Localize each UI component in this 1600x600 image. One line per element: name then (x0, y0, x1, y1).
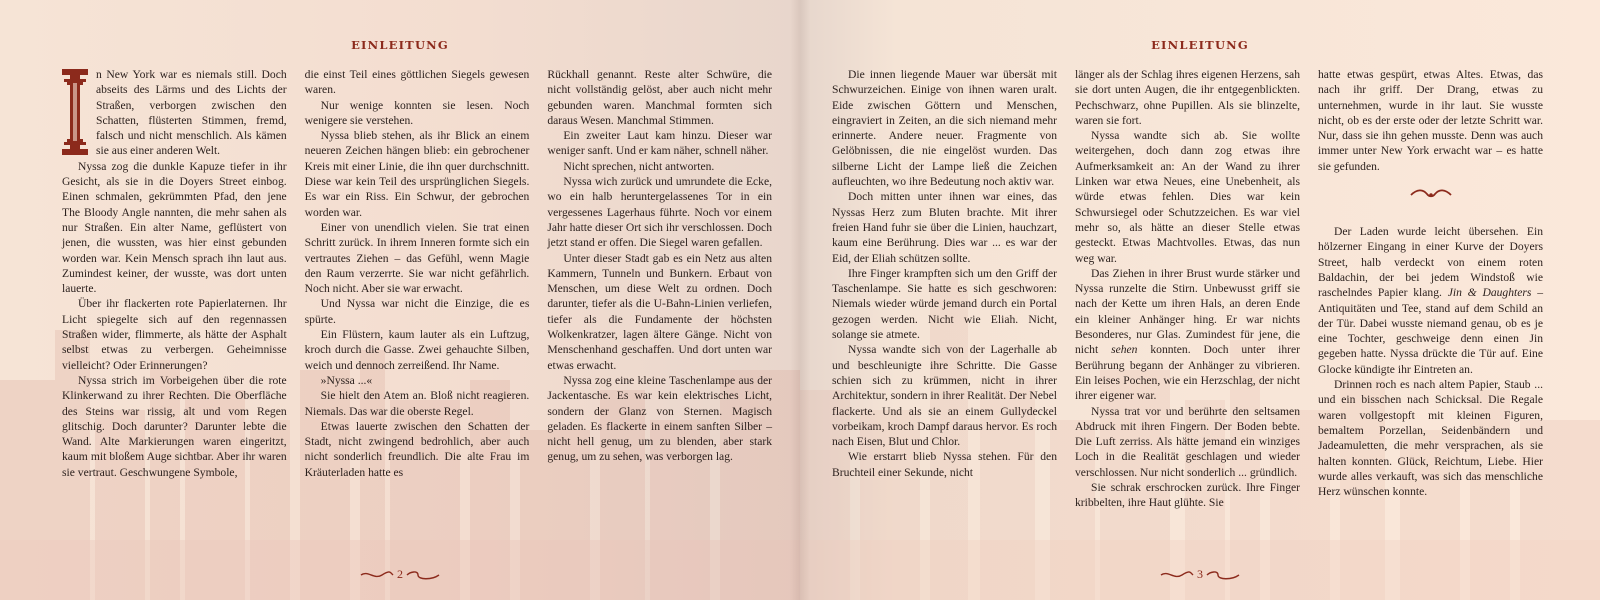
text-column-1 (62, 67, 287, 557)
paragraph: hatte etwas gespürt, etwas Altes. Etwas, das nach ihr griff. Der Drang, etwas zu unternehmen, wurde in ihr laut. Sie wusste nicht, ob es der erste oder der letzte Schritt war. Nur, dass sie ihn gehen musste. Denn was auch immer unter New York erwacht war – es hatte sie gefunden. (1318, 68, 1543, 173)
paragraph: Nyssa blieb stehen, als ihr Blick an einem neueren Zeichen hängen blieb: ein gebrochener Kreis mit einer Linie, die ihn quer durchschnitt. Diese war kein Teil des ursprünglichen Siegels. Es war ein Riss. Ein Schwur, der gebrochen worden war. (304, 129, 530, 219)
running-header: EINLEITUNG (1151, 38, 1249, 52)
paragraph: Nur wenige konnten sie lesen. Noch wenigere sie verstehen. (304, 98, 530, 127)
paragraph: Etwas lauerte zwischen den Schatten der Stadt, nicht zwingend bedrohlich, aber auch nicht sonderlich freundlich. Die alte Frau im Kräuterladen hatte es (304, 419, 530, 479)
paragraph: Sie hielt den Atem an. Bloß nicht reagieren. Niemals. Das war die oberste Regel. (304, 389, 530, 418)
paragraph: Wie erstarrt blieb Nyssa stehen. Für den Bruchteil einer Sekunde, nicht (832, 450, 1057, 479)
paragraph: Ein zweiter Laut kam hinzu. Dieser war weniger sanft. Und er kam näher, schnell näher. (547, 129, 773, 158)
paragraph: Nyssa wandte sich von der Lagerhalle ab und beschleunigte ihre Schritte. Die Gasse schien sich zu krümmen, nicht in ihrer Architektur, sondern in ihrer Realität. Der Nebel flackerte. Und als sie an einem Gullydeckel vorbeikam, kroch Dampf daraus hervor. Es roch nach Eisen, Blut und Chlor. (832, 343, 1057, 449)
paragraph: Nyssa wandte sich ab. Sie wollte weitergehen, doch dann zog etwas ihre Aufmerksamkeit an: An der Wand zu ihrer Linken war etwa Neues, eine Unebenheit, als würde etwas fehlen. Dies war kein Schwursiegel oder Schutzzeichen. Es war viel mehr so, als hätte an dieser Stelle etwas gesteckt. Etwas Machtvolles. Etwas, das nun weg war. (1075, 129, 1300, 265)
text-column-2 (1075, 67, 1300, 557)
paragraph: Doch mitten unter ihnen war eines, das Nyssas Herz zum Bluten brachte. Mit ihrer freien Hand fuhr sie über die Linien, hauchzart, kaum eine Berührung. Dies war ... es war der Eid, der Eliah schützen sollte. (832, 190, 1057, 265)
paragraph: Ihre Finger krampften sich um den Griff der Taschenlampe. Sie hatte es sich geschworen: Niemals wieder würde jemand durch ein Portal gezogen werden. Nicht wie Eliah. Nicht, solange sie atmete. (832, 266, 1057, 342)
paragraph: Unter dieser Stadt gab es ein Netz aus alten Kammern, Tunneln und Bunkern. Erbaut von Menschen, um diese Welt zu ordnen. Doch darunter, tiefer als die U-Bahn-Linien verliefen, tiefer als die Fundamente der höchsten Wolkenkratzer, lagen ältere Gänge. Nicht von Menschenhand geschaffen. Und dort unten war etwas erwacht. (547, 251, 773, 372)
paragraph (1318, 224, 1543, 377)
page-number: 3 (1197, 567, 1203, 581)
page-number-footer (0, 567, 800, 582)
paragraph (1075, 266, 1300, 404)
paragraph: Nicht sprechen, nicht antworten. (563, 159, 715, 173)
page-number: 2 (397, 567, 403, 581)
paragraph: Nyssa zog eine kleine Taschenlampe aus der Jackentasche. Es war kein elektrisches Licht, sondern der Glanz von Sternen. Magisch geladen. Es flackerte in einem sanften Silber – nicht hell genug, um zu blenden, aber stark genug, um zu sehen, was verborgen lag. (547, 373, 773, 464)
swirl-ornament-icon (1409, 188, 1453, 202)
paragraph-text: Das Ziehen in ihrer Brust wurde stärker und Nyssa runzelte die Stirn. Unbewusst griff sie nach der Kette um ihren Hals, an deren Ende ein kleiner Anhänger hing. Er war nichts Besonderes, nur Glas. Zumindest für jene, die nicht (1075, 266, 1300, 357)
text-column-3 (1318, 67, 1543, 557)
paragraph: länger als der Schlag ihres eigenen Herzens, sah sie dort unten Augen, die ihr entgegenblickten. Pechschwarz, ohne Pupillen. Als sie blinzelte, waren sie fort. (1075, 68, 1300, 127)
paragraph: Sie schrak erschrocken zurück. Ihre Finger kribbelten, ihre Haut glühte. Sie (1075, 481, 1300, 510)
paragraph: die einst Teil eines göttlichen Siegels gewesen waren. (304, 68, 530, 97)
paragraph: Nyssa wich zurück und umrundete die Ecke, wo ein halb heruntergelassenes Tor in ein vergessenes Lagerhaus führte. Noch vor einem Jahr hatte dieser Ort sich ihr verschlossen. Doch jetzt stand er offen. Die Siegel waren gefallen. (547, 175, 773, 250)
text-columns (62, 67, 772, 557)
paragraph: Rückhall genannt. Reste alter Schwüre, die nicht vollständig gelöst, aber auch nicht mehr gebunden waren. Manchmal formten sich daraus Wesen. Manchmal Stimmen. (547, 68, 773, 127)
paragraph-text: Der Laden wurde leicht übersehen. Ein hölzerner Eingang in einer Kurve der Doyers Street, halb verdeckt von einem roten Baldachin, der bei jedem Windstoß wie raschelndes Papier klang. (1318, 225, 1543, 300)
paragraph: Und Nyssa war nicht die Einzige, die es spürte. (304, 297, 530, 326)
paragraph: Nyssa zog die dunkle Kapuze tiefer in ihr Gesicht, als sie in die Doyers Street einbog. Einen schmalen, gekrümmten Pfad, den jene The Bloody Angle nannten, die mehr sahen als nur Straßen. Ein alter Name, geflüstert von jenen, die wussten, was hier einst gebunden worden war. Kein Mensch sprach ihn laut aus. Zumindest keiner, der wusste, was dort unten lauerte. (62, 159, 287, 296)
text-column-1 (832, 67, 1057, 557)
paragraph: Nyssa trat vor und berührte den seltsamen Abdruck mit ihren Fingern. Der Boden bebte. Die Luft zerriss. Als hätte jemand ein winziges Loch in die Realität geschlagen und wieder verschlossen. Nur nicht sonderlich ... gründlich. (1075, 404, 1300, 479)
paragraph: n New York war es niemals still. Doch abseits des Lärms und des Lichts der Straßen, verborgen zwischen den Schatten, flüsterten Stimmen, fremd, falsch und nicht menschlich. Als kämen sie aus einer anderen Welt. (96, 68, 287, 158)
paragraph: Ein Flüstern, kaum lauter als ein Luftzug, kroch durch die Gasse. Zwei gehauchte Silben, weich und dennoch zerreißend. Ihr Name. (304, 328, 530, 372)
text-columns (832, 67, 1544, 557)
page-number-footer (800, 567, 1600, 582)
right-swash-icon (1206, 570, 1240, 580)
text-column-2 (305, 67, 530, 557)
right-page (800, 0, 1600, 600)
paragraph: Über ihr flackerten rote Papierlaternen. Ihr Licht spiegelte sich auf den regennassen Straßen wider, flimmerte, als hätte der Asphalt selbst etwas zu verbergen. Geheimnisse vielleicht? Oder Erinnerungen? (62, 297, 287, 372)
right-swash-icon (406, 570, 440, 580)
left-swash-icon (360, 570, 394, 580)
paragraph: Einer von unendlich vielen. Sie trat einen Schritt zurück. In ihrem Inneren formte sich ein vertrautes Ziehen – das Gefühl, wenn Magie den Raum verzerrte. Sie war nicht gefährlich. Noch nicht. Aber sie war erwacht. (304, 220, 530, 296)
emphasis-text: sehen (1111, 343, 1138, 357)
left-swash-icon (1160, 570, 1194, 580)
shop-name: Jin & Daughters (1447, 286, 1532, 300)
ornate-letter-i-icon (62, 69, 88, 155)
paragraph-text: – Antiquitäten und Tee, stand auf dem Schild an der Tür. Dabei wusste niemand genau, ob es je eine Tochter, geschweige denn einen Jin gegeben hatte. Nyssa drückte die Tür auf. Eine Glocke kündigte ihr Eintreten an. (1318, 286, 1543, 376)
running-header: EINLEITUNG (351, 38, 449, 52)
paragraph: Drinnen roch es nach altem Papier, Staub ... und ein bisschen nach Schicksal. Die Regale waren vollgestopft mit kleinen Figuren, bemaltem Porzellan, Seidenbändern und Jadeamuletten, die mehr versprachen, als sie halten konnten. Glück, Reichtum, Liebe. Hier wurde alles verkauft, was sich das menschliche Herz wünschen konnte. (1318, 378, 1543, 499)
paragraph: Die innen liegende Mauer war übersät mit Schwurzeichen. Einige von ihnen waren uralt. Eide zwischen Göttern und Menschen, eingraviert in Zeiten, an die sich niemand mehr erinnerte. Andere neuer. Fragmente von Gelöbnissen, die nie eingelöst wurden. Das silberne Licht der Lampe ließ die Zeichen aufleuchten, wo ihre Bedeutung noch aktiv war. (832, 68, 1057, 189)
text-column-3 (547, 67, 772, 557)
paragraph-text: konnten. Doch unter ihrer Berührung begann der Anhänger zu vibrieren. Ein leises Pochen, wie ein Herzschlag, der nicht ihrer eigener war. (1075, 343, 1301, 403)
paragraph: »Nyssa ...« (320, 373, 373, 387)
paragraph: Nyssa strich im Vorbeigehen über die rote Klinkerwand zu ihrer Rechten. Die Oberfläche des Steins war rissig, alt und vom Regen glitschig. Doch darunter? Darunter lebte die Wand. Alte Markierungen waren eingeritzt, kaum mit bloßem Auge sichtbar. Aber ihr waren sie vertraut. Geschwungene Symbole, (62, 373, 287, 479)
